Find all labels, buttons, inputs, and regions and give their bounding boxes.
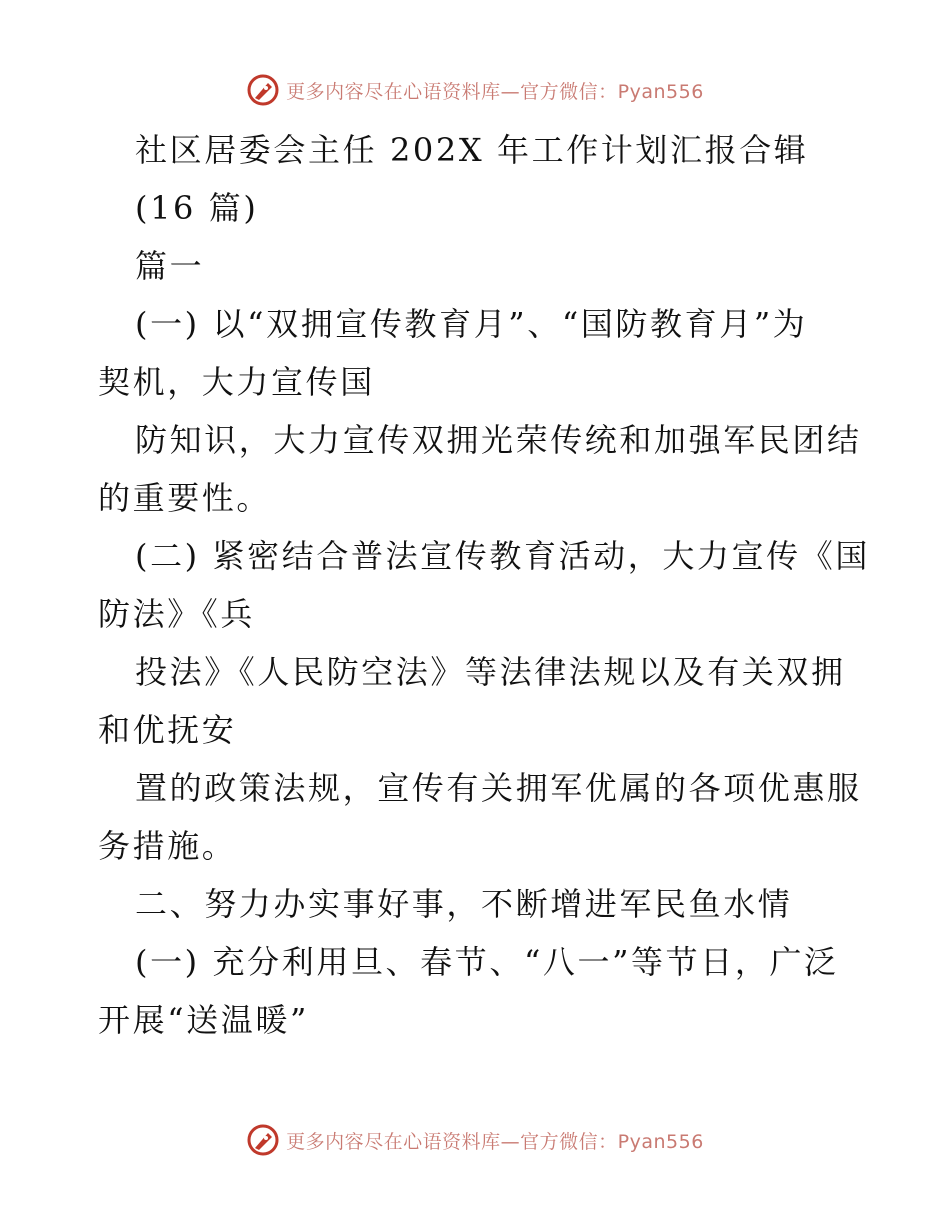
paragraph-line: 和优抚安 bbox=[98, 711, 237, 749]
red-pen-nib-icon bbox=[246, 73, 280, 107]
paragraph-line: 防知识，大力宣传双拥光荣传统和加强军民团结 bbox=[135, 421, 862, 459]
paragraph-line: (一) 充分利用旦、春节、“八一”等节日，广泛 bbox=[135, 943, 839, 981]
header-banner-text: 更多内容尽在心语资料库—官方微信：Pyan556 bbox=[286, 80, 704, 103]
paragraph-line: 置的政策法规，宣传有关拥军优属的各项优惠服 bbox=[135, 769, 862, 807]
paragraph-line: 契机，大力宣传国 bbox=[98, 363, 375, 401]
red-pen-nib-icon bbox=[246, 1123, 280, 1157]
document-title-line-1: 社区居委会主任 202X 年工作计划汇报合辑 bbox=[135, 131, 809, 169]
section-heading: 篇一 bbox=[135, 247, 205, 285]
paragraph-line: 投法》《人民防空法》等法律法规以及有关双拥 bbox=[135, 653, 846, 691]
header-banner bbox=[0, 70, 950, 110]
paragraph-line: (一) 以“双拥宣传教育月”、“国防教育月”为 bbox=[135, 305, 808, 343]
paragraph-line: 的重要性。 bbox=[98, 479, 272, 517]
paragraph-line: 务措施。 bbox=[98, 827, 237, 865]
footer-banner-text: 更多内容尽在心语资料库—官方微信：Pyan556 bbox=[286, 1130, 704, 1153]
paragraph-line: 开展“送温暖” bbox=[98, 1001, 309, 1039]
paragraph-line: (二) 紧密结合普法宣传教育活动，大力宣传《国 bbox=[135, 537, 870, 575]
document-title-line-2: (16 篇) bbox=[135, 189, 259, 227]
paragraph-line: 防法》《兵 bbox=[98, 595, 256, 633]
paragraph-line: 二、努力办实事好事，不断增进军民鱼水情 bbox=[135, 885, 793, 923]
footer-banner bbox=[0, 1120, 950, 1160]
